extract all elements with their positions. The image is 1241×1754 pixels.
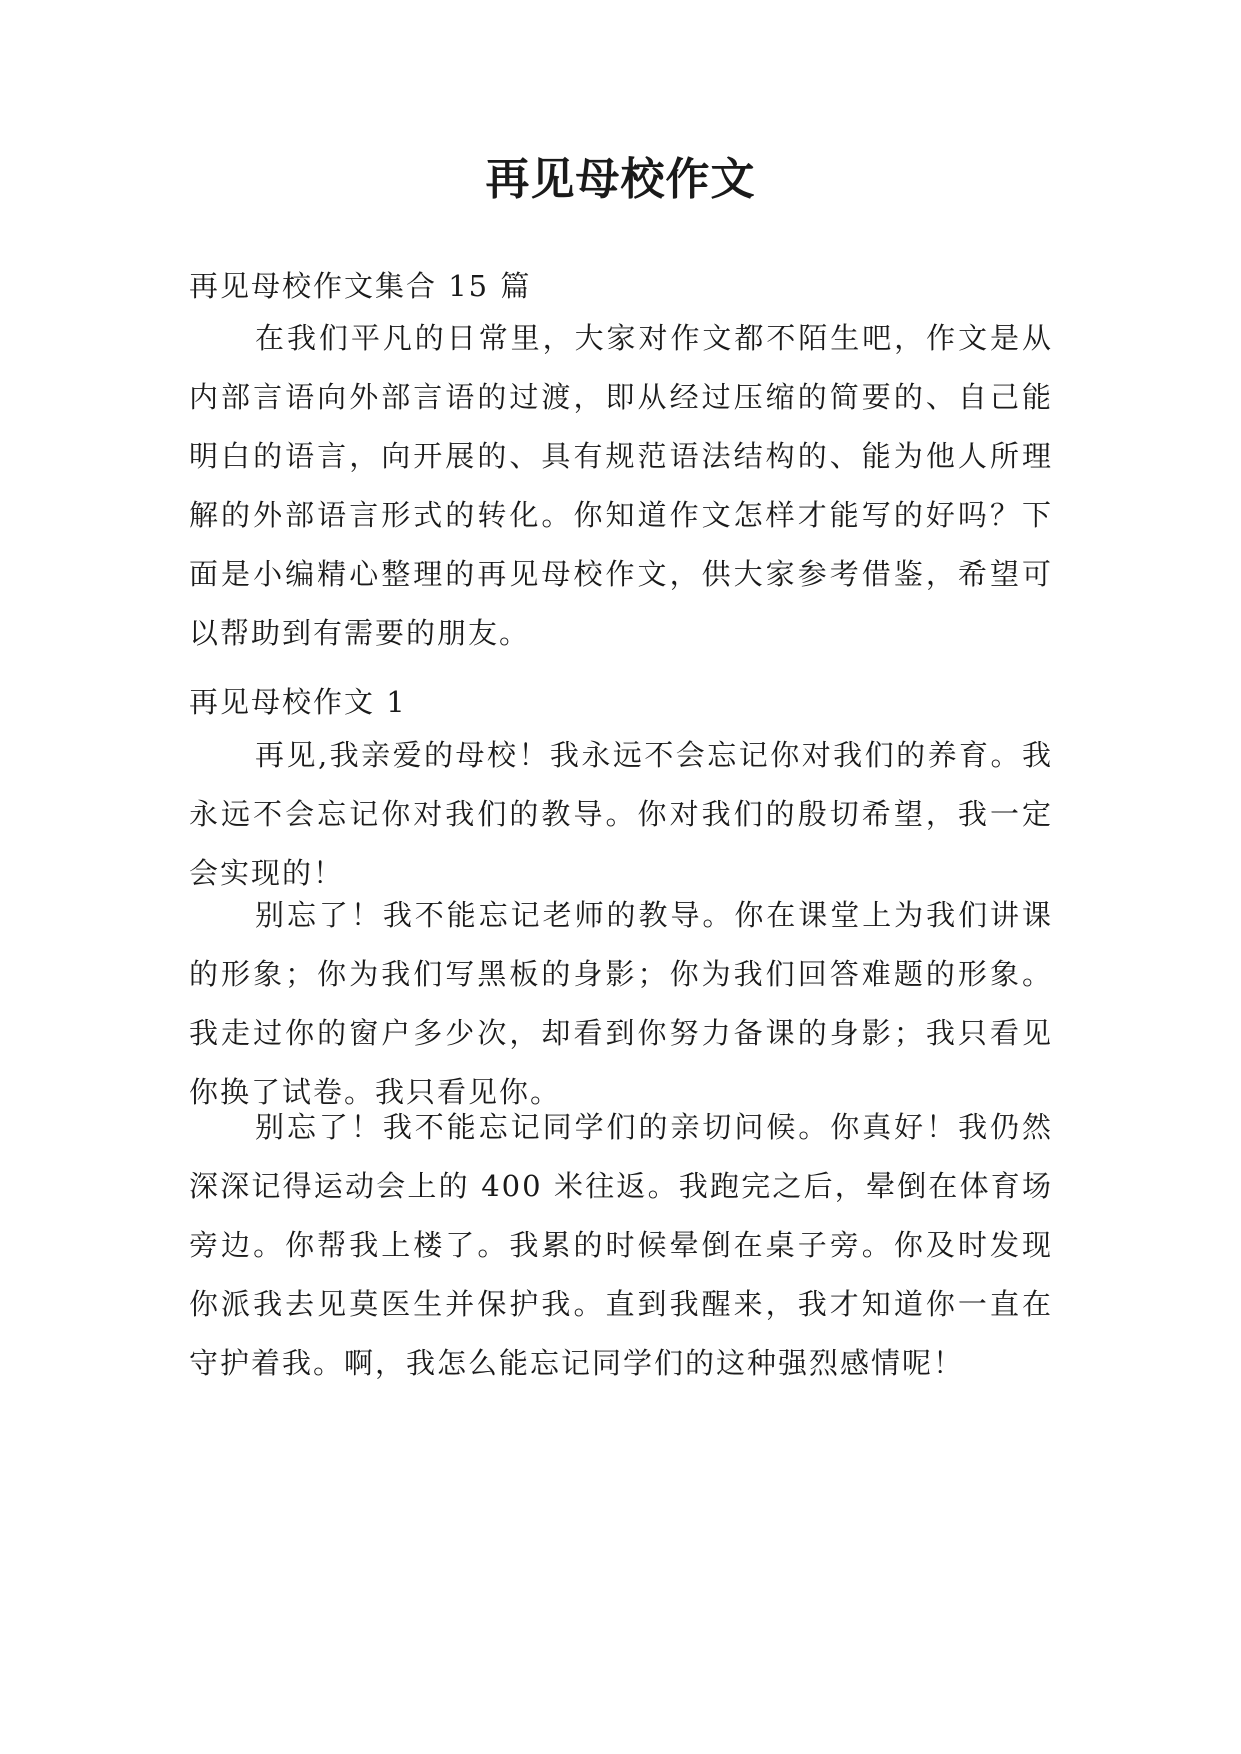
document-title: 再见母校作文 <box>485 154 756 205</box>
body-paragraph-2: 别忘了！我不能忘记老师的教导。你在课堂上为我们讲课的形象；你为我们写黑板的身影；你为我们回答难题的形象。我走过你的窗户多少次，却看到你努力备课的身影；我只看见你换了试卷。我只看见你。 <box>189 898 1053 1109</box>
section-heading: 再见母校作文 1 <box>189 685 407 719</box>
intro-paragraph: 在我们平凡的日常里，大家对作文都不陌生吧，作文是从内部言语向外部言语的过渡，即从经过压缩的简要的、自己能明白的语言，向开展的、具有规范语法结构的、能为他人所理解的外部语言形式的转化。你知道作文怎样才能写的好吗？下面是小编精心整理的再见母校作文，供大家参考借鉴，希望可以帮助到有需要的朋友。 <box>189 321 1053 650</box>
body-paragraph-3: 别忘了！我不能忘记同学们的亲切问候。你真好！我仍然深深记得运动会上的 400 米往返。我跑完之后，晕倒在体育场旁边。你帮我上楼了。我累的时候晕倒在桌子旁。你及时发现你派我去见莫医生并保护我。直到我醒来，我才知道你一直在守护着我。啊，我怎么能忘记同学们的这种强烈感情呢！ <box>189 1110 1053 1380</box>
collection-subtitle: 再见母校作文集合 15 篇 <box>189 269 532 303</box>
body-paragraph-1: 再见,我亲爱的母校！我永远不会忘记你对我们的养育。我永远不会忘记你对我们的教导。你对我们的殷切希望，我一定会实现的！ <box>189 738 1053 890</box>
